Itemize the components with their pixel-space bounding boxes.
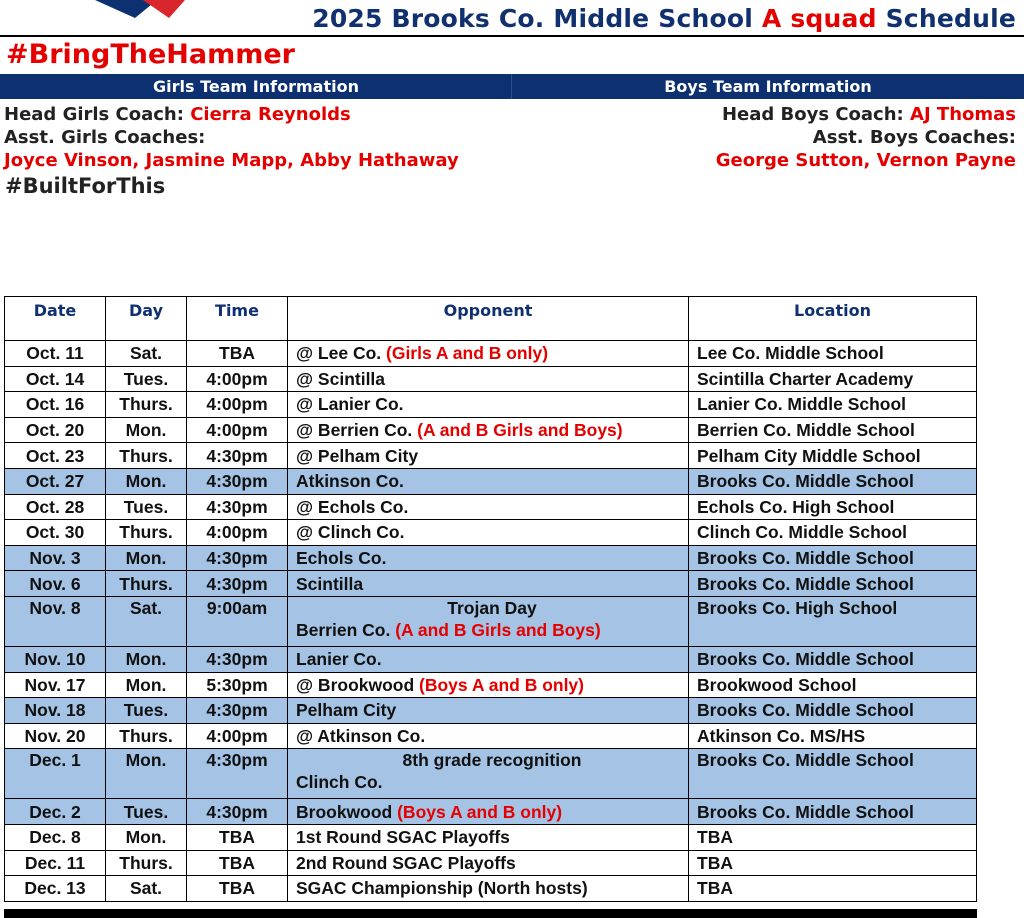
opponent-note: (A and B Girls and Boys) [395,619,601,640]
cell-location: Brooks Co. Middle School [689,646,977,672]
cell-day: Mon. [106,646,187,672]
cell-day: Mon. [106,545,187,571]
schedule-row [5,392,977,418]
cell-location: Lanier Co. Middle School [689,392,977,418]
cell-day: Tues. [106,494,187,520]
cell-day: Thurs. [106,443,187,469]
schedule-row [5,723,977,749]
cell-time: 4:30pm [187,799,288,825]
cell-time: 4:00pm [187,417,288,443]
cell-time: 4:30pm [187,494,288,520]
opponent-name: @ Berrien Co. [296,420,418,441]
schedule-row [5,494,977,520]
cell-opponent [288,646,689,672]
schedule-row [5,596,977,646]
cell-day: Sat. [106,596,187,646]
cell-date: Nov. 10 [5,646,106,672]
cell-opponent [288,366,689,392]
cell-opponent [288,672,689,698]
cell-location: Clinch Co. Middle School [689,520,977,546]
schedule-row [5,799,977,825]
cell-day: Mon. [106,672,187,698]
opponent-name: Brookwood [296,801,398,822]
schedule-row [5,545,977,571]
cell-time: 4:00pm [187,366,288,392]
boys-asst-label: Asst. Boys Coaches: [812,127,1016,148]
col-header-date: Date [5,297,106,341]
cell-day: Tues. [106,799,187,825]
cell-location: Scintilla Charter Academy [689,366,977,392]
cell-date: Nov. 8 [5,596,106,646]
cell-date: Oct. 16 [5,392,106,418]
cell-opponent [288,799,689,825]
cell-date: Nov. 18 [5,698,106,724]
cell-opponent [288,824,689,850]
cell-opponent [288,443,689,469]
cell-opponent [288,520,689,546]
cell-opponent [288,494,689,520]
cell-date: Nov. 17 [5,672,106,698]
girls-asst-coaches: Joyce Vinson, Jasmine Mapp, Abby Hathaway [4,150,459,171]
schedule-row [5,646,977,672]
team-info-header-bar [0,74,1024,99]
boys-team-heading: Boys Team Information [664,77,872,96]
cell-date: Oct. 23 [5,443,106,469]
cell-date: Oct. 28 [5,494,106,520]
cell-date: Dec. 13 [5,876,106,902]
cell-time: TBA [187,341,288,367]
schedule-row [5,571,977,597]
opponent-name: @ Pelham City [296,445,419,466]
opponent-name: @ Atkinson Co. [296,726,426,747]
cell-location: Berrien Co. Middle School [689,417,977,443]
cell-time: 4:30pm [187,571,288,597]
col-header-day: Day [106,297,187,341]
cell-opponent [288,749,689,799]
cell-location: Brookwood School [689,672,977,698]
cell-day: Tues. [106,366,187,392]
cell-opponent [288,850,689,876]
cell-opponent [288,876,689,902]
title-divider [0,35,1024,37]
opponent-name: Clinch Co. [296,772,383,793]
opponent-note: (Girls A and B only) [386,343,549,364]
opponent-name: @ Lanier Co. [296,394,404,415]
cell-location: Lee Co. Middle School [689,341,977,367]
cell-time: TBA [187,876,288,902]
cell-date: Dec. 11 [5,850,106,876]
cell-location: Brooks Co. Middle School [689,698,977,724]
title-accent: A squad [761,4,877,33]
schedule-row [5,520,977,546]
cell-time: TBA [187,824,288,850]
cell-time: 4:30pm [187,646,288,672]
opponent-name: Lanier Co. [296,649,382,670]
cell-day: Sat. [106,341,187,367]
opponent-name: Scintilla [296,573,364,594]
cell-date: Dec. 1 [5,749,106,799]
cell-location: Brooks Co. Middle School [689,799,977,825]
cell-location: Atkinson Co. MS/HS [689,723,977,749]
cell-day: Thurs. [106,392,187,418]
boys-head-coach: Head Boys Coach: AJ Thomas [721,104,1016,125]
cell-location: Pelham City Middle School [689,443,977,469]
cell-opponent [288,698,689,724]
cell-location: Brooks Co. Middle School [689,571,977,597]
cell-date: Oct. 20 [5,417,106,443]
cell-time: 9:00am [187,596,288,646]
cell-opponent [288,571,689,597]
cell-time: 5:30pm [187,672,288,698]
schedule-row [5,749,977,799]
cell-opponent [288,596,689,646]
schedule-row [5,443,977,469]
cell-time: 4:00pm [187,723,288,749]
cell-day: Tues. [106,698,187,724]
school-logo [95,0,185,18]
cell-date: Oct. 30 [5,520,106,546]
schedule-row [5,672,977,698]
col-header-location: Location [689,297,977,341]
cell-location: TBA [689,850,977,876]
schedule-row [5,876,977,902]
cell-day: Thurs. [106,520,187,546]
cell-date: Nov. 6 [5,571,106,597]
cell-opponent [288,723,689,749]
opponent-name: SGAC Championship (North hosts) [296,878,588,899]
cell-time: 4:00pm [187,520,288,546]
cell-opponent [288,468,689,494]
cell-day: Thurs. [106,723,187,749]
opponent-note: (A and B Girls and Boys) [417,420,623,441]
table-bottom-border [4,909,977,918]
cell-date: Dec. 8 [5,824,106,850]
cell-opponent [288,341,689,367]
opponent-name: @ Scintilla [296,368,386,389]
cell-time: 4:30pm [187,698,288,724]
schedule-header-row [5,297,977,341]
cell-day: Thurs. [106,850,187,876]
col-header-opponent: Opponent [288,297,689,341]
cell-date: Dec. 2 [5,799,106,825]
schedule-row [5,417,977,443]
cell-day: Mon. [106,468,187,494]
opponent-note: (Boys A and B only) [397,801,563,822]
boys-asst-coaches: George Sutton, Vernon Payne [715,150,1016,171]
opponent-name: @ Brookwood [296,674,420,695]
opponent-name: Echols Co. [296,548,387,569]
schedule-row [5,850,977,876]
opponent-name: @ Lee Co. [296,343,386,364]
cell-time: 4:30pm [187,545,288,571]
cell-location: TBA [689,824,977,850]
cell-date: Oct. 14 [5,366,106,392]
schedule-table [4,296,977,902]
schedule-row [5,698,977,724]
opponent-name: @ Clinch Co. [296,522,405,543]
schedule-row [5,824,977,850]
schedule-row [5,366,977,392]
cell-day: Mon. [106,417,187,443]
page-title: 2025 Brooks Co. Middle School A squad Schedule [312,4,1016,33]
opponent-name: Berrien Co. [296,619,396,640]
opponent-note: (Boys A and B only) [419,674,584,695]
cell-day: Mon. [106,749,187,799]
cell-day: Thurs. [106,571,187,597]
cell-opponent [288,545,689,571]
cell-location: Brooks Co. High School [689,596,977,646]
cell-location: Brooks Co. Middle School [689,749,977,799]
cell-location: Echols Co. High School [689,494,977,520]
cell-time: 4:30pm [187,468,288,494]
hashtag-built-for-this: #BuiltForThis [5,174,166,198]
event-title: Trojan Day [447,597,537,618]
cell-location: TBA [689,876,977,902]
hashtag-bring-the-hammer: #BringTheHammer [6,39,295,70]
cell-opponent [288,417,689,443]
cell-date: Oct. 27 [5,468,106,494]
girls-team-heading: Girls Team Information [153,77,359,96]
cell-opponent [288,392,689,418]
col-header-time: Time [187,297,288,341]
cell-time: 4:30pm [187,749,288,799]
opponent-name: Pelham City [296,700,397,721]
cell-day: Sat. [106,876,187,902]
cell-location: Brooks Co. Middle School [689,468,977,494]
event-title: 8th grade recognition [402,750,582,771]
girls-head-coach: Head Girls Coach: Cierra Reynolds [4,104,351,125]
cell-date: Oct. 11 [5,341,106,367]
cell-time: 4:30pm [187,443,288,469]
cell-time: 4:00pm [187,392,288,418]
cell-date: Nov. 3 [5,545,106,571]
cell-date: Nov. 20 [5,723,106,749]
cell-location: Brooks Co. Middle School [689,545,977,571]
opponent-name: 1st Round SGAC Playoffs [296,827,510,848]
opponent-name: @ Echols Co. [296,496,409,517]
opponent-name: Atkinson Co. [296,471,404,492]
schedule-row [5,341,977,367]
opponent-name: 2nd Round SGAC Playoffs [296,852,516,873]
girls-asst-label: Asst. Girls Coaches: [4,127,206,148]
cell-time: TBA [187,850,288,876]
schedule-row [5,468,977,494]
cell-day: Mon. [106,824,187,850]
